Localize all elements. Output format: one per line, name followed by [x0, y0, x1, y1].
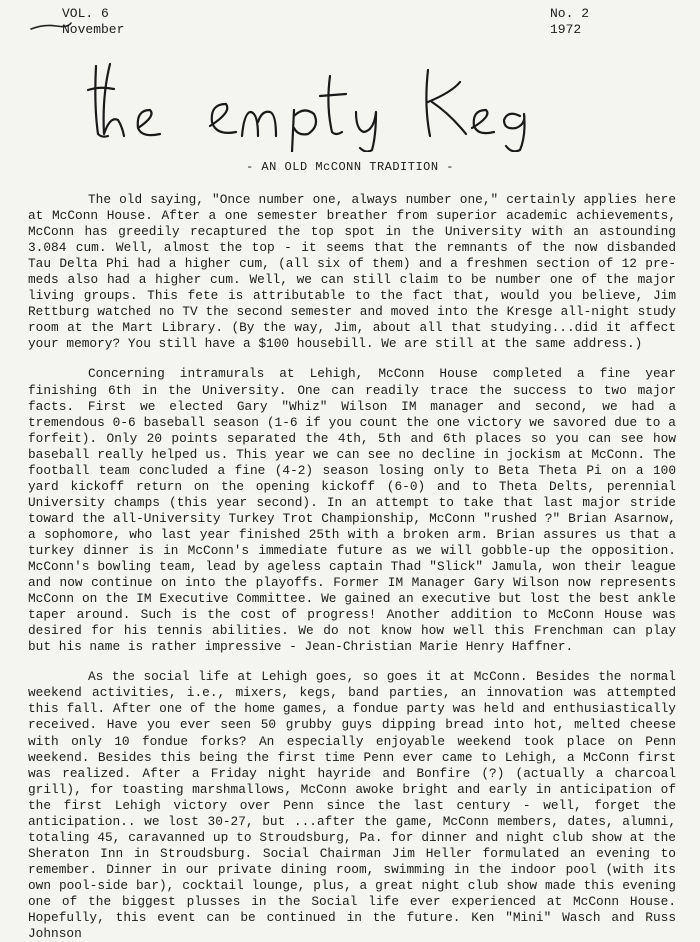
article-body [28, 192, 676, 942]
volume-number: VOL. 6 [62, 6, 109, 21]
paragraph-social-life: As the social life at Lehigh goes, so goes it at McConn. Besides the normal weekend activities, i.e., mixers, kegs, band parties, an innovation was attempted this fall. After one of the home games, a fondue party was held and enthusiastically received. Have you ever seen 50 grubby guys dipping bread into hot, melted cheese with only 10 fondue forks? An especially enjoyable weekend took place on Penn weekend. Besides this being the first time Penn ever came to Lehigh, a McConn first was realized. After a Friday night hayride and Bonfire (?) (actually a charcoal grill), for toasting marshmallows, McConn awoke bright and early in anticipation of the first Lehigh victory over Penn since the last century - well, forget the anticipation.. we lost 30-27, but ...after the game, McConn members, dates, alumni, totaling 45, caravanned up to Stroudsburg, Pa. for dinner and night club show at the Sheraton Inn in Stroudsburg. Social Chairman Jim Heller formulated an evening to remember. Dinner in our private dining room, swimming in the indoor pool (with its own pool-side bar), cocktail lounge, plus, a great night club show made this evening one of the biggest plusses in the Social life ever experienced at McConn House. Hopefully, this event can be continued in the future. Ken "Mini" Wasch and Russ Johnson [28, 669, 676, 942]
masthead-subtitle: - AN OLD McCONN TRADITION - [246, 160, 454, 174]
paragraph-academics: The old saying, "Once number one, always number one," certainly applies here at McConn House. After a one semester breather from superior academic achievements, McConn has greedily recaptured the top spot in the University with an astounding 3.084 cum. Well, almost the top - it seems that the remnants of the now disbanded Tau Delta Phi had a higher cum, (all six of them) and a freshmen section of 12 pre-meds also had a higher cum. Well, we can still claim to be number one of the major living groups. This fete is attributable to the fact that, would you believe, Jim Rettburg watched no TV the second semester and moved into the Kresge all-night study room at the Mart Library. (By the way, Jim, about all that studying...did it affect your memory? You still have a $100 housebill. We are still at the same address.) [28, 192, 676, 352]
issue-info [550, 6, 589, 38]
issue-number: No. 2 [550, 6, 590, 21]
masthead-title [80, 56, 560, 152]
issue-year: 1972 [550, 22, 582, 37]
issue-month: November [62, 22, 125, 37]
paragraph-intramurals: Concerning intramurals at Lehigh, McConn House completed a fine year finishing 6th in the University. One can readily trace the success to two major facts. First we elected Gary "Whiz" Wilson IM manager and second, we had a tremendous 0-6 baseball season (1-6 if you count the one victory we savored due to a forfeit). Only 20 points separated the 4th, 5th and 6th places so you can see how baseball really helped us. This year we can see no decline in jockism at McConn. The football team concluded a fine (4-2) season losing only to Beta Theta Pi on a 100 yard kickoff return on the opening kickoff (6-0) and to Theta Delts, perennial University champs (this year second). In an attempt to take that last major stride toward the all-University Turkey Trot Championship, McConn "rushed ?" Brian Asarnow, a sophomore, who last year finished 25th with a broken arm. Brian assures us that a turkey dinner is in McConn's immediate future as we will gobble-up the opposition. McConn's bowling team, lead by ageless captain Thad "Slick" Jamula, won their league and now continue on into the playoffs. Former IM Manager Gary Wilson now represents McConn on the IM Executive Committee. We gained an executive but lost the best ankle taper around. Such is the cost of progress! Another addition to McConn House was desired for his tennis abilities. We do not know how well this Frenchman can play but his name is rather impressive - Jean-Christian Marie Henry Haffner. [28, 366, 676, 655]
volume-info [62, 6, 124, 38]
